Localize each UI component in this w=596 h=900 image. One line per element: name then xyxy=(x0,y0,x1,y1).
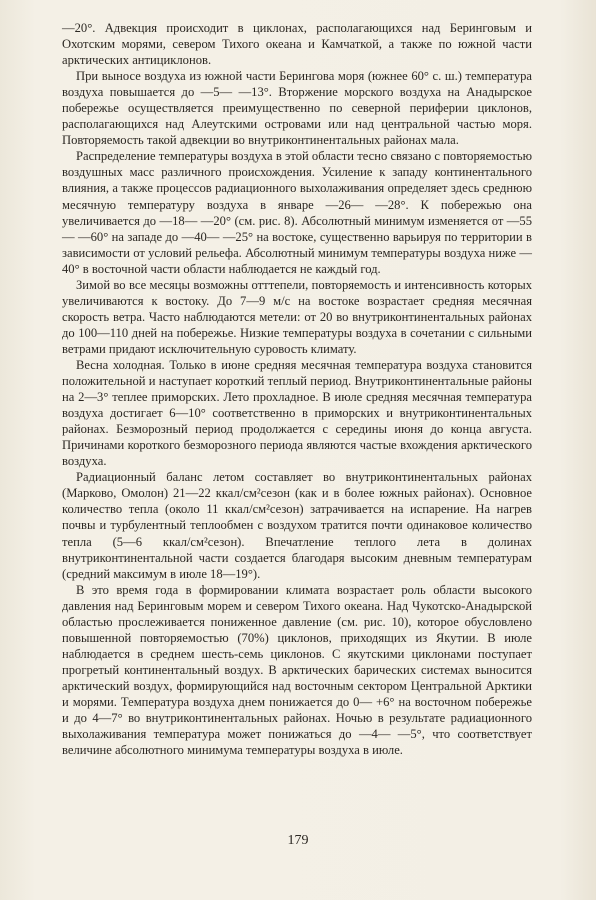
page-number: 179 xyxy=(287,833,309,848)
paragraph-6: Радиационный баланс летом составляет во внутриконтинентальных районах (Марково, Омолон) 21—22 ккал/см²сезон (как и в более южных районах). Основное количество тепла (около 11 ккал/см²сезон) затрачивается на испарение. На нагрев почвы и турбулентный теплообмен с воздухом тратится почти одинаковое количество тепла (5—6 ккал/см²сезон). Впечатление теплого лета в долинах внутриконтинентальной части создается благодаря высоким дневным температурам (средний максимум в июле 18—19°). xyxy=(62,470,532,581)
paragraph-4: Зимой во все месяцы возможны отттепели, повторяемость и интенсивность которых увеличиваются к востоку. До 7—9 м/с на востоке возрастает средняя месячная скорость ветра. Часто наблюдаются метели: от 20 во внутриконтинентальных районах до 100—110 дней на побережье. Низкие температуры воздуха в сочетании с сильными ветрами придают исключительную суровость климату. xyxy=(62,277,532,356)
paragraph-2: При выносе воздуха из южной части Берингова моря (южнее 60° с. ш.) температура воздуха повышается до —5— —13°. Вторжение морского воздуха на Анадырское побережье осуществляется преимущественно по северной периферии циклонов, располагающихся над Алеутскими островами или над центральной частью моря. Повторяемость такой адвекции во внутриконтинентальных районах мала. xyxy=(62,69,532,148)
paragraph-3: Распределение температуры воздуха в этой области тесно связано с повторяемостью воздушных масс различного происхождения. Усиление к западу континентального влияния, а также процессов радиационного выхолаживания определяет здесь среднюю месячную температуру воздуха в январе —26— —28°. К побережью она увеличивается до —18— —20° (см. рис. 8). Абсолютный минимум изменяется от —55— —60° на западе до —40— —25° на востоке, существенно варьируя по территории в зависимости от условий рельефа. Абсолютный минимум температуры воздуха ниже —40° в восточной части области наблюдается не каждый год. xyxy=(62,149,532,276)
paragraph-1: —20°. Адвекция происходит в циклонах, располагающихся над Беринговым и Охотским морями, севером Тихого океана и Камчаткой, а также по южной части арктических антициклонов. xyxy=(62,21,532,68)
paragraph-7: В это время года в формировании климата возрастает роль области высокого давления над Беринговым морем и севером Тихого океана. Над Чукотско-Анадырской областью прослеживается пониженное давление (см. рис. 10), которое обусловлено повышенной повторяемостью (70%) циклонов, приходящих из Якутии. В июле наблюдается в среднем шесть-семь циклонов. С якутскими циклонами поступает прогретый континентальный воздух. В арктических барических системах выносится арктический воздух, формирующийся над восточным сектором Центральной Арктики и морями. Температура воздуха днем понижается до 0— +6° на восточном побережье и до 4—7° во внутриконтинентальных районах. Ночью в результате радиационного выхолаживания температура может понижаться до —4— —5°, что соответствует величине абсолютного минимума температуры воздуха в июле. xyxy=(62,582,532,758)
paragraph-5: Весна холодная. Только в июне средняя месячная температура воздуха становится положительной и наступает короткий теплый период. Внутриконтинентальные районы на 2—3° теплее приморских. Лето прохладное. В июле средняя месячная температура воздуха достигает 6—10° соответственно в приморских и внутриконтинентальных районах. Безморозный период продолжается с середины июня до конца августа. Причинами короткого безморозного периода являются частые вхождения арктического воздуха. xyxy=(62,357,532,469)
page-body-text xyxy=(62,20,532,758)
